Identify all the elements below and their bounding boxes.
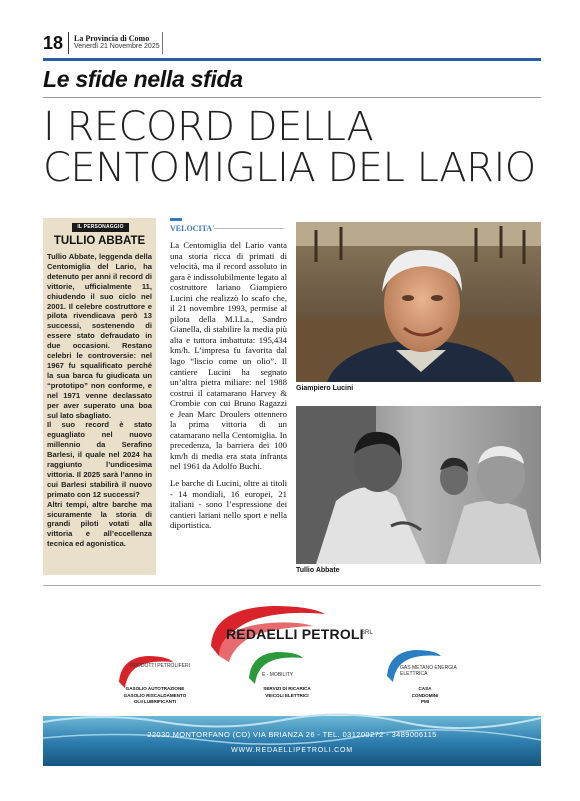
ad-service-line: SERVIZI DI RICARICA	[263, 686, 311, 691]
ad-column-label: E - MOBILITY	[262, 672, 294, 678]
section-bar	[43, 58, 541, 61]
ad-brand: REDAELLI PETROLI	[226, 626, 364, 642]
ad-brand-suffix: SRL	[361, 630, 373, 636]
ad-service-line: PMI	[420, 699, 430, 704]
ad-rule	[43, 585, 541, 586]
advertisement	[43, 590, 541, 766]
photo-tullio-abbate	[296, 406, 541, 564]
article-paragraph: Le barche di Lucini, oltre ai titoli - 14 mondiali, 16 europei, 21 italiani - sono l’espressione dei cantieri lariani nello sport e nella diportistica.	[170, 478, 287, 531]
ad-service-line: VEICOLI ELETTRICI	[265, 692, 309, 698]
article-paragraph: La Centomiglia del Lario vanta una storia ricca di primati di velocità, ma il record assoluto in gara è indissolubilmente legato al costruttore lariano Giampiero Lucini che realizzò lo scafo che, il 21 novembre 1993, permise al pilota della M.I.La., Sandro Gianella, di stabilire la media più alta e tuttora imbattuta: 195,434 km/h. L’impresa fu favorita dal lago “liscio come un olio”. Il cantiere Lucini ha segnato un’altra pietra miliare: nel 1988 costruì il catamarano Harvey & Crombie con cui Bruno Ragazzi e Jean Marc Droulers ottennero la prima vittoria di un catamarano nella Centomiglia. In precedenza, la barriera dei 100 km/h di media era stata infranta nel 1961 da Adolfo Buchi.	[170, 240, 287, 472]
ad-column-services	[100, 686, 210, 706]
kicker-bar	[170, 218, 182, 221]
dateline: Venerdì 21 Novembre 2025	[74, 43, 160, 50]
sidebar-name: TULLIO ABBATE	[53, 235, 146, 247]
ad-column-services	[232, 686, 342, 699]
kicker-rule	[214, 228, 284, 229]
ad-service-line: CASA	[418, 686, 432, 691]
ad-column-label: GAS METANO ENERGIA ELETTRICA	[400, 665, 457, 677]
ad-service-line: CONDOMINI	[411, 692, 439, 698]
ad-column-services	[370, 686, 480, 706]
ad-service-line: GASOLIO RISCALDAMENTO	[123, 692, 187, 698]
page-number: 18	[43, 33, 64, 53]
ad-service-line: OLII LUBRIFICANTI	[133, 699, 177, 704]
ad-column-label: PRODOTTI PETROLIFERI	[130, 663, 191, 669]
kicker: VELOCITA'	[170, 224, 215, 233]
photo-caption: Tullio Abbate	[296, 567, 340, 574]
sidebar-text	[47, 252, 152, 549]
article-body	[170, 240, 287, 537]
headline: I RECORD DELLA CENTOMIGLIA DEL LARIO	[43, 104, 536, 191]
section-rule	[43, 97, 541, 98]
header-divider	[68, 32, 69, 54]
ad-website: WWW.REDAELLIPETROLI.COM	[231, 747, 353, 754]
sidebar-paragraph: Tullio Abbate, leggenda della Centomiglia del Lario, ha detenuto per anni il record di vittorie, ufficialmente 11, chiudendo il suo ciclo nel 2001. Il celebre costruttore e pilota rivendicava però 13 successi, sostenendo di essere stato defraudato in due occasioni. Restano celebri le controversie: nel 1967 fu squalificato perché la sua barca fu giudicata un “prototipo” non conforme, e nel 1971 venne declassato per aver superato una boa sul lato sbagliato.	[47, 252, 152, 420]
sidebar-tag: IL PERSONAGGIO	[72, 223, 129, 232]
ad-service-line: GASOLIO AUTOTRAZIONE	[125, 686, 185, 691]
photo-caption: Giampiero Lucini	[296, 385, 354, 392]
sidebar-paragraph: Il suo record è stato eguagliato nel nuovo millennio da Serafino Barlesi, il quale nel 2024 ha raggiunto l’undicesima vittoria. Il 2025 sarà l’anno in cui Barlesi stabilirà il nuovo primato con 12 successi?	[47, 420, 152, 499]
masthead: La Provincia di Como	[74, 34, 150, 43]
ad-address: 22030 MONTORFANO (CO) VIA BRIANZA 26 - TEL. 031200272 - 3489006115	[147, 730, 437, 739]
photo-giampiero-lucini	[296, 222, 541, 382]
sidebar-paragraph: Altri tempi, altre barche ma sicuramente la storia di grandi piloti votati alla vittoria e all’eccellenza tecnica ed agonistica.	[47, 499, 152, 549]
section-title: Le sfide nella sfida	[43, 66, 243, 92]
header-divider-right	[162, 32, 163, 54]
ad-graphics	[43, 590, 541, 766]
